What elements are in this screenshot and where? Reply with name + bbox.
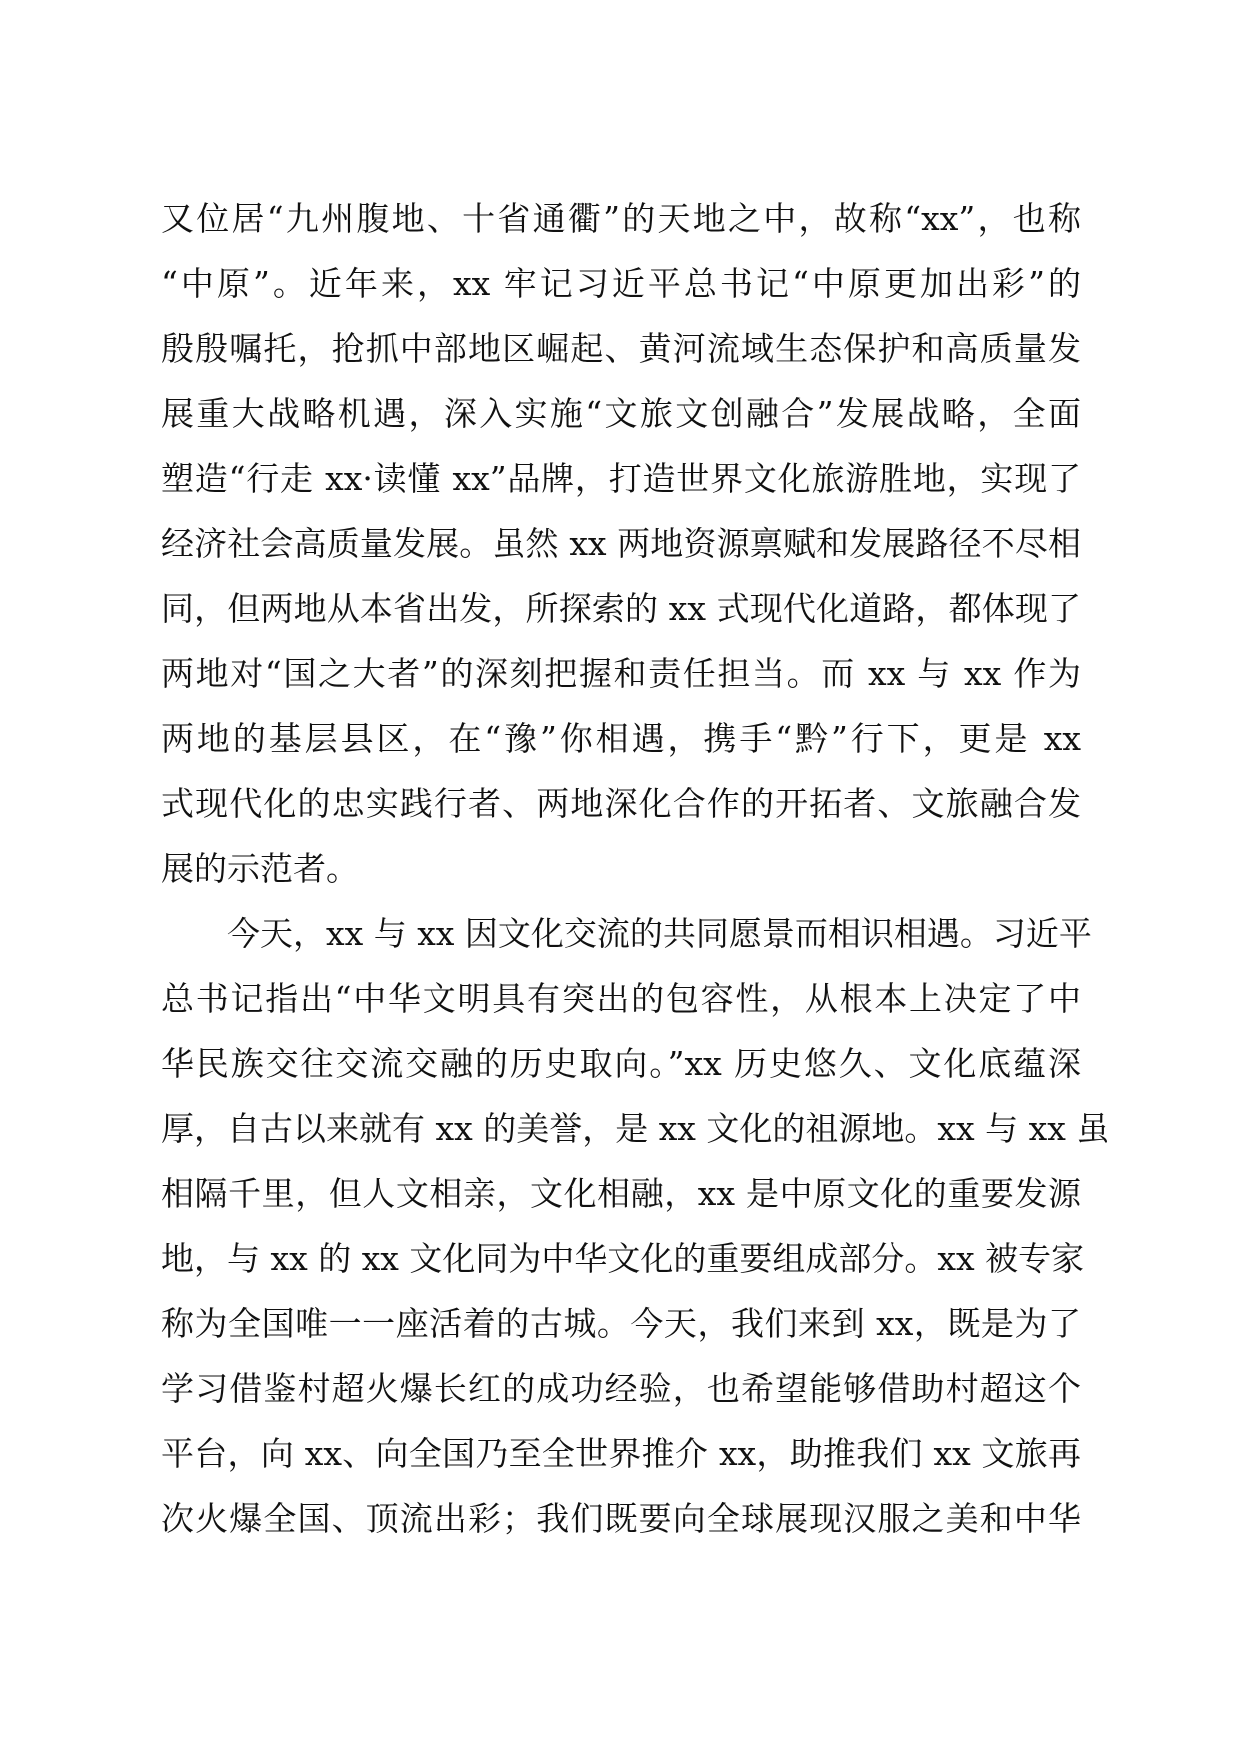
text-line: 平台，向 xx、向全国乃至全世界推介 xx，助推我们 xx 文旅再	[161, 1434, 1081, 1473]
text-line: 殷殷嘱托，抢抓中部地区崛起、黄河流域生态保护和高质量发	[161, 329, 1081, 368]
text-line: 同，但两地从本省出发，所探索的 xx 式现代化道路，都体现了	[161, 589, 1081, 628]
body-text	[161, 186, 1110, 1551]
text-line: 展重大战略机遇，深入实施“文旅文创融合”发展战略，全面	[161, 394, 1081, 433]
text-line: 次火爆全国、顶流出彩；我们既要向全球展现汉服之美和中华	[161, 1499, 1081, 1538]
text-line: 总书记指出“中华文明具有突出的包容性，从根本上决定了中	[161, 979, 1081, 1018]
text-line: 又位居“九州腹地、十省通衢”的天地之中，故称“xx”，也称	[161, 199, 1081, 238]
text-line: 式现代化的忠实践行者、两地深化合作的开拓者、文旅融合发	[161, 784, 1081, 823]
text-line: 塑造“行走 xx·读懂 xx”品牌，打造世界文化旅游胜地，实现了	[161, 459, 1081, 498]
text-line: 学习借鉴村超火爆长红的成功经验，也希望能够借助村超这个	[161, 1369, 1081, 1408]
text-line: 称为全国唯一一座活着的古城。今天，我们来到 xx，既是为了	[161, 1304, 1081, 1343]
text-line: 厚，自古以来就有 xx 的美誉，是 xx 文化的祖源地。xx 与 xx 虽	[161, 1109, 1110, 1148]
paragraph-first-line: 今天，xx 与 xx 因文化交流的共同愿景而相识相遇。习近平	[227, 914, 1092, 953]
text-line: 展的示范者。	[161, 849, 359, 888]
text-line: 经济社会高质量发展。虽然 xx 两地资源禀赋和发展路径不尽相	[161, 524, 1081, 563]
text-line: 两地对“国之大者”的深刻把握和责任担当。而 xx 与 xx 作为	[161, 654, 1081, 693]
text-line: 两地的基层县区，在“豫”你相遇，携手“黔”行下，更是 xx	[161, 719, 1081, 758]
text-line: 华民族交往交流交融的历史取向。”xx 历史悠久、文化底蕴深	[161, 1044, 1081, 1083]
text-line: “中原”。近年来，xx 牢记习近平总书记“中原更加出彩”的	[161, 264, 1081, 303]
text-line: 相隔千里，但人文相亲，文化相融，xx 是中原文化的重要发源	[161, 1174, 1081, 1213]
text-line: 地，与 xx 的 xx 文化同为中华文化的重要组成部分。xx 被专家	[161, 1239, 1085, 1278]
